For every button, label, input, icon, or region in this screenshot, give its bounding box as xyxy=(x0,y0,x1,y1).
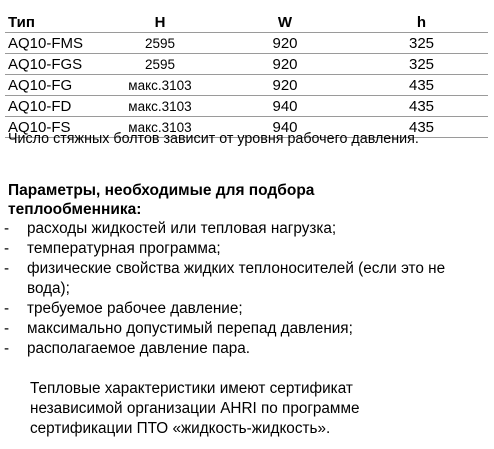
cell-height: 2595 xyxy=(105,54,215,75)
parameters-heading xyxy=(8,181,314,219)
cell-type: AQ10-FGS xyxy=(5,54,105,75)
list-item-text: расходы жидкостей или тепловая нагрузка; xyxy=(27,220,337,237)
cell-type: AQ10-FMS xyxy=(5,33,105,54)
cell-height: макс.3103 xyxy=(105,117,215,138)
dash-marker: - xyxy=(4,260,10,277)
cell-h: 435 xyxy=(355,75,488,96)
cell-width: 920 xyxy=(215,33,355,54)
cell-h: 325 xyxy=(355,54,488,75)
spec-table xyxy=(5,12,488,138)
cell-h: 325 xyxy=(355,33,488,54)
cell-height: макс.3103 xyxy=(105,96,215,117)
table-note: Число стяжных болтов зависит от уровня рабочего давления. xyxy=(8,131,419,147)
column-header-width: W xyxy=(215,12,355,33)
dash-marker: - xyxy=(4,320,10,337)
table-row xyxy=(5,75,488,96)
list-item xyxy=(4,239,484,259)
table-row xyxy=(5,96,488,117)
dash-marker: - xyxy=(4,240,10,257)
list-item-text: максимально допустимый перепад давления; xyxy=(27,320,353,337)
list-item xyxy=(4,299,484,319)
certification-line: сертификации ПТО «жидкость-жидкость». xyxy=(30,420,331,437)
certification-paragraph xyxy=(30,379,359,439)
list-item-text: располагаемое давление пара. xyxy=(27,340,251,357)
column-header-type: Тип xyxy=(5,12,105,33)
cell-height: 2595 xyxy=(105,33,215,54)
cell-type: AQ10-FS xyxy=(5,117,105,138)
column-header-h: h xyxy=(355,12,488,33)
certification-line: независимой организации AHRI по программе xyxy=(30,400,360,417)
list-item-text: физические свойства жидких теплоносителей (если это не вода); xyxy=(27,260,446,297)
list-item xyxy=(4,339,484,359)
table-row xyxy=(5,33,488,54)
certification-line: Тепловые характеристики имеют сертификат xyxy=(30,380,353,397)
list-item-text: требуемое рабочее давление; xyxy=(27,300,243,317)
cell-width: 940 xyxy=(215,117,355,138)
cell-h: 435 xyxy=(355,96,488,117)
cell-height: макс.3103 xyxy=(105,75,215,96)
column-header-height: H xyxy=(105,12,215,33)
table-header-row xyxy=(5,12,488,33)
parameters-list xyxy=(4,219,484,359)
parameters-heading-line: Параметры, необходимые для подбора xyxy=(8,182,315,199)
dash-marker: - xyxy=(4,220,10,237)
cell-width: 920 xyxy=(215,75,355,96)
cell-type: AQ10-FD xyxy=(5,96,105,117)
cell-h: 435 xyxy=(355,117,488,138)
dash-marker: - xyxy=(4,300,10,317)
parameters-heading-line: теплообменника: xyxy=(8,201,142,218)
cell-type: AQ10-FG xyxy=(5,75,105,96)
table-row xyxy=(5,54,488,75)
cell-width: 940 xyxy=(215,96,355,117)
cell-width: 920 xyxy=(215,54,355,75)
list-item xyxy=(4,319,484,339)
list-item xyxy=(4,259,484,299)
dash-marker: - xyxy=(4,340,10,357)
list-item xyxy=(4,219,484,239)
list-item-text: температурная программа; xyxy=(27,240,221,257)
